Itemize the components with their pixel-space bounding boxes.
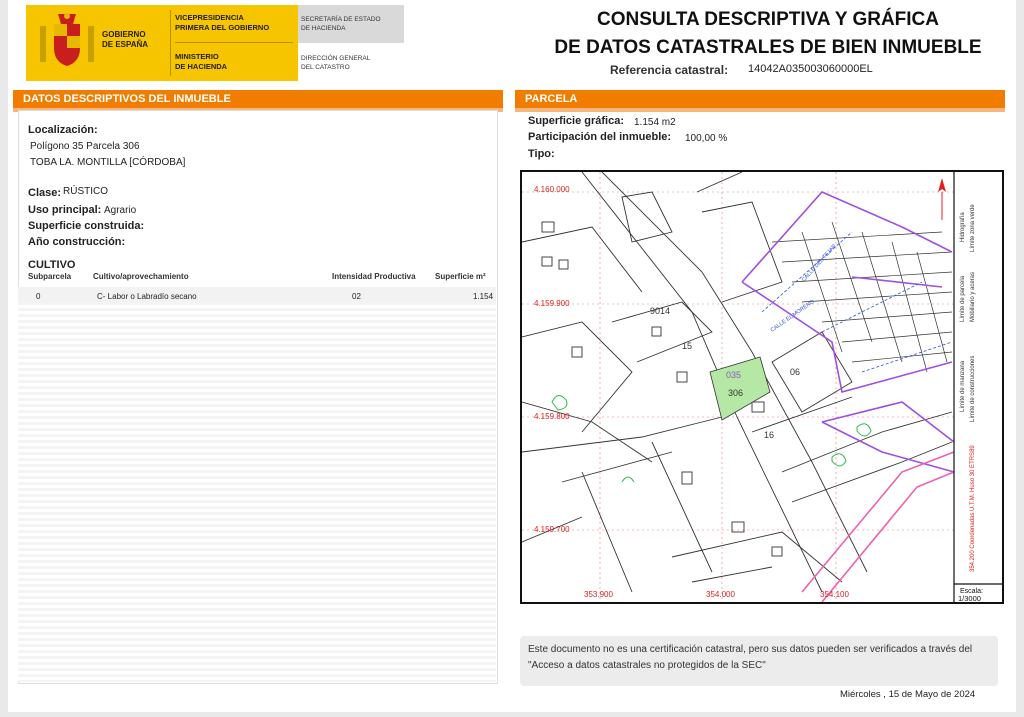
gobierno-text bbox=[102, 30, 148, 50]
x-coord-1: 353.900 bbox=[584, 590, 613, 599]
legend-mobiliario: Mobiliario y aceras bbox=[970, 271, 976, 322]
tipo-label: Tipo: bbox=[528, 148, 555, 160]
map-label-306: 306 bbox=[728, 388, 744, 398]
secretaria-line2: DE HACIENDA bbox=[301, 25, 346, 32]
direccion-line1: DIRECCIÓN GENERAL bbox=[301, 55, 371, 62]
superficie-construida-label: Superficie construida: bbox=[28, 220, 145, 232]
anio-construccion-label: Año construcción: bbox=[28, 236, 126, 248]
th-intensidad: Intensidad Productiva bbox=[332, 272, 416, 281]
uso-label: Uso principal: bbox=[28, 204, 102, 216]
coords-note: 354.200 Coordenadas U.T.M. Huso 30 ETRS89 bbox=[970, 445, 976, 572]
direccion-line2: DEL CATASTRO bbox=[301, 64, 350, 71]
y-coord-4: 4.159.700 bbox=[534, 525, 570, 534]
gobierno-line2: DE ESPAÑA bbox=[102, 40, 149, 49]
disclaimer-notice: Este documento no es una certificación catastral, pero sus datos pueden ser verificados a través del "Acceso a datos catastrales no protegidos de la SEC" bbox=[520, 636, 998, 686]
section-title-descriptivos: DATOS DESCRIPTIVOS DEL INMUEBLE bbox=[13, 90, 503, 108]
localizacion-line1: Polígono 35 Parcela 306 bbox=[30, 141, 140, 152]
coat-of-arms-icon bbox=[38, 12, 96, 74]
superficie-grafica-value: 1.154 m2 bbox=[634, 117, 676, 128]
legend-limite-manzana: Límite de manzana bbox=[960, 360, 966, 412]
map-label-15: 15 bbox=[682, 341, 693, 351]
th-subparcela: Subparcela bbox=[28, 272, 72, 281]
title-line1: CONSULTA DESCRIPTIVA Y GRÁFICA bbox=[596, 9, 940, 30]
cultivo-title: CULTIVO bbox=[28, 259, 76, 271]
cadastral-map[interactable] bbox=[520, 170, 1004, 604]
logo-divider bbox=[170, 10, 171, 76]
map-label-16: 16 bbox=[764, 430, 775, 440]
y-coord-3: 4.159.800 bbox=[534, 412, 570, 421]
clase-value: RÚSTICO bbox=[63, 186, 108, 197]
table-row-bg bbox=[18, 287, 496, 302]
section-title-parcela: PARCELA bbox=[515, 90, 1005, 108]
superficie-grafica-label: Superficie gráfica: bbox=[528, 115, 624, 127]
empty-table-area bbox=[18, 302, 496, 682]
north-arrow-icon bbox=[938, 178, 946, 220]
map-label-035: 035 bbox=[726, 370, 742, 380]
escala-value: 1/3000 bbox=[958, 594, 981, 602]
map-label-9014: 9014 bbox=[650, 306, 671, 316]
document-date: Miércoles , 15 de Mayo de 2024 bbox=[840, 689, 976, 700]
td-intensidad: 02 bbox=[352, 292, 361, 301]
ministerio-text bbox=[175, 52, 227, 72]
y-coord-1: 4.160.000 bbox=[534, 185, 570, 194]
legend-limite-parcela: Límite de parcela bbox=[960, 275, 966, 322]
legend-hidrografia: Hidrografía bbox=[960, 212, 966, 242]
participacion-value: 100,00 % bbox=[685, 133, 728, 144]
clase-label: Clase: bbox=[28, 187, 62, 199]
vicepresidencia-line1: VICEPRESIDENCIA bbox=[175, 13, 244, 22]
direccion-text bbox=[301, 54, 370, 72]
uso-value: Agrario bbox=[104, 205, 137, 216]
logo-hdivider bbox=[175, 42, 293, 43]
legend-limite-construcciones: Límite de construcciones bbox=[970, 355, 976, 422]
title-line2: DE DATOS CATASTRALES DE BIEN INMUEBLE bbox=[554, 37, 982, 58]
ministerio-line2: DE HACIENDA bbox=[175, 62, 228, 71]
localizacion-label: Localización: bbox=[28, 124, 98, 136]
street-label-moreno: CALLE EL MORENO bbox=[769, 299, 816, 334]
section-bar-shadow-right bbox=[515, 108, 1005, 112]
ministerio-line1: MINISTERIO bbox=[175, 52, 219, 61]
referencia-label: Referencia catastral: bbox=[610, 63, 729, 77]
td-cultivo: C- Labor o Labradío secano bbox=[97, 292, 197, 301]
street-label-tejar: CALLE DEL TEJAR bbox=[801, 243, 838, 284]
map-label-06: 06 bbox=[790, 367, 801, 377]
vicepresidencia-text bbox=[175, 13, 269, 33]
document-page bbox=[8, 0, 1016, 712]
legend-limite-zona-verde: Límite zona verde bbox=[970, 204, 976, 252]
x-coord-2: 354.000 bbox=[706, 590, 735, 599]
y-coord-2: 4.159.900 bbox=[534, 299, 570, 308]
map-drawing bbox=[522, 172, 1002, 602]
td-superficie: 1.154 bbox=[473, 292, 494, 301]
th-superficie: Superficie m² bbox=[435, 272, 486, 281]
vicepresidencia-line2: PRIMERA DEL GOBIERNO bbox=[175, 23, 270, 32]
escala-label: Escala: bbox=[960, 588, 983, 595]
td-subparcela: 0 bbox=[36, 292, 41, 301]
participacion-label: Participación del inmueble: bbox=[528, 131, 672, 143]
document-title bbox=[528, 6, 1008, 62]
x-coord-3: 354.100 bbox=[820, 590, 849, 599]
gobierno-line1: GOBIERNO bbox=[102, 30, 146, 39]
localizacion-line2: TOBA LA. MONTILLA [CÓRDOBA] bbox=[30, 157, 186, 168]
secretaria-text bbox=[301, 15, 381, 33]
th-cultivo: Cultivo/aprovechamiento bbox=[93, 272, 189, 281]
secretaria-line1: SECRETARÍA DE ESTADO bbox=[301, 16, 381, 23]
referencia-value: 14042A035003060000EL bbox=[748, 63, 873, 75]
